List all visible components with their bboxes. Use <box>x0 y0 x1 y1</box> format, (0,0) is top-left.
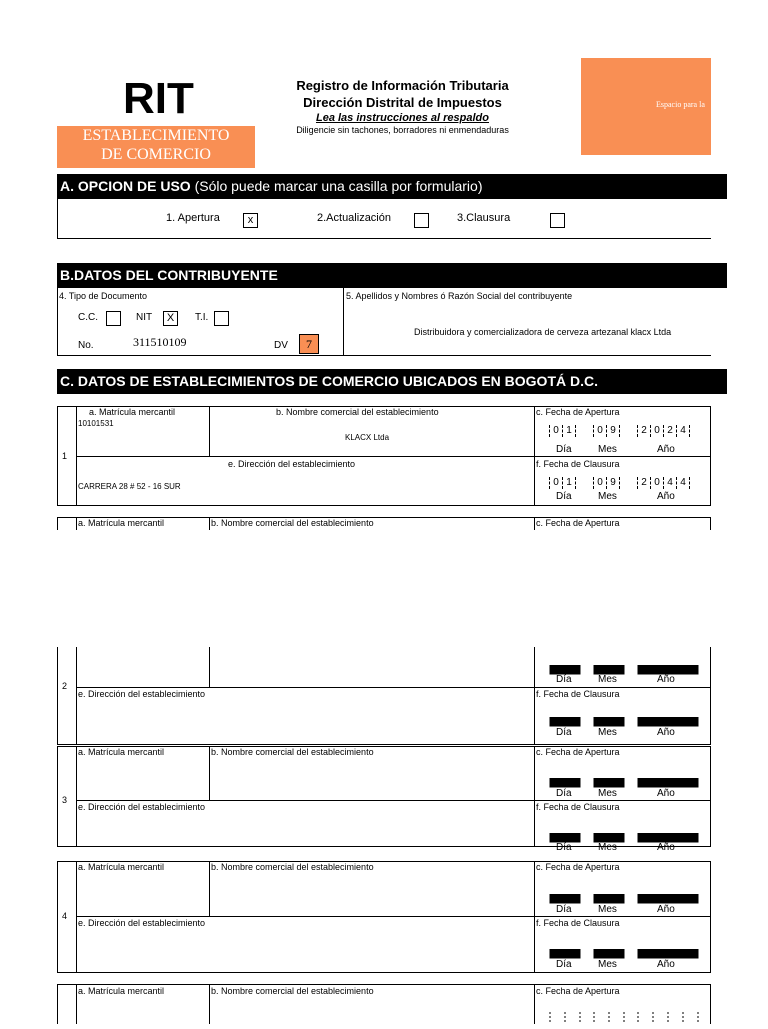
mes-label: Mes <box>598 904 617 915</box>
row-1-apertura-anio[interactable] <box>637 425 690 437</box>
row-2-matricula-label: a. Matrícula mercantil <box>78 518 165 528</box>
digit: 1 <box>562 477 576 489</box>
row-2-mid-line <box>76 687 711 688</box>
digit: 4 <box>663 477 676 489</box>
row-5-nombre-label: b. Nombre comercial del establecimiento <box>211 986 374 996</box>
row-5-v3 <box>534 984 535 1024</box>
row-4-number: 4 <box>62 911 68 921</box>
razon-social-value[interactable]: Distribuidora y comercializadora de cerveza artezanal klacx Ltda <box>414 327 672 337</box>
dv-value[interactable]: 7 <box>299 334 319 354</box>
digit: 4 <box>676 477 690 489</box>
dia-label: Día <box>556 444 572 455</box>
dia-label: Día <box>556 491 572 502</box>
row-2-frag-v3 <box>534 517 535 530</box>
row-2-frag-v1 <box>76 517 77 530</box>
row-2-bottom-line <box>57 744 711 745</box>
row-1-clausura-label: f. Fecha de Clausura <box>536 459 620 469</box>
row-2-v1 <box>76 647 77 745</box>
digit: 0 <box>650 425 663 437</box>
anio-label: Año <box>657 674 675 685</box>
anio-label: Año <box>657 904 675 915</box>
stamp-area <box>581 58 711 155</box>
mes-label: Mes <box>598 959 617 970</box>
establecimiento-line2: DE COMERCIO <box>101 146 211 163</box>
section-b-bottom-border <box>57 355 711 356</box>
row-4-v3 <box>534 861 535 973</box>
instructions-link: Lea las instrucciones al respaldo <box>315 112 489 124</box>
row-1-clausura-dia[interactable] <box>549 477 576 489</box>
row-4-apertura-label: c. Fecha de Apertura <box>536 862 620 872</box>
dia-label: Día <box>556 842 572 853</box>
row-4-clausura-label: f. Fecha de Clausura <box>536 918 620 928</box>
section-b-left-border <box>57 288 58 356</box>
row-3-v3 <box>534 746 535 847</box>
section-a-left-border <box>57 199 58 239</box>
ti-checkbox[interactable] <box>214 311 229 326</box>
mes-label: Mes <box>598 491 617 502</box>
row-4-mid-line <box>76 916 711 917</box>
digit: 0 <box>593 425 606 437</box>
section-b-title: B.DATOS DEL CONTRIBUYENTE <box>60 267 278 283</box>
row-2-apertura-label: c. Fecha de Apertura <box>536 518 620 528</box>
establecimiento-badge <box>57 126 255 168</box>
row-1-nombre-value[interactable]: KLACX Ltda <box>345 433 390 442</box>
row-2-number: 2 <box>62 681 68 691</box>
dia-label: Día <box>556 727 572 738</box>
anio-label: Año <box>657 491 675 502</box>
mes-label: Mes <box>598 842 617 853</box>
row-3-matricula-label: a. Matrícula mercantil <box>78 747 165 757</box>
row-2-frag-v0 <box>57 517 58 530</box>
row-4-matricula-label: a. Matrícula mercantil <box>78 862 165 872</box>
section-b-header <box>57 263 727 288</box>
row-1-number: 1 <box>62 451 68 461</box>
digit: 0 <box>549 425 562 437</box>
row-1-apertura-mes[interactable] <box>593 425 620 437</box>
row-2-v3 <box>534 647 535 745</box>
anio-label: Año <box>657 959 675 970</box>
row-1-col-divider <box>209 406 210 457</box>
section-a-bottom-border <box>57 238 711 239</box>
row-5-matricula-label: a. Matrícula mercantil <box>78 986 165 996</box>
document-number[interactable]: 311510109 <box>133 335 187 349</box>
establecimiento-line1: ESTABLECIMIENTO <box>82 127 230 144</box>
form-note: Diligencie sin tachones, borradores ni enmendaduras <box>296 125 509 135</box>
option-clausura-label: 3.Clausura <box>457 212 511 224</box>
mes-label: Mes <box>598 444 617 455</box>
dia-label: Día <box>556 959 572 970</box>
row-3-direccion-label: e. Dirección del establecimiento <box>78 802 206 812</box>
dv-label: DV <box>274 340 288 351</box>
row-2-v4 <box>710 647 711 745</box>
row-1-direccion-label: e. Dirección del establecimiento <box>228 459 356 469</box>
option-actualizacion-checkbox[interactable] <box>414 213 429 228</box>
row-3-number: 3 <box>62 795 68 805</box>
dia-label: Día <box>556 674 572 685</box>
dia-label: Día <box>556 788 572 799</box>
row-5-apertura-label: c. Fecha de Apertura <box>536 986 620 996</box>
row-1-direccion-value[interactable]: CARRERA 28 # 52 - 16 SUR <box>78 482 181 491</box>
row-3-mid-line <box>76 800 711 801</box>
form-title-block <box>260 78 545 135</box>
digit: 0 <box>549 477 562 489</box>
option-apertura-checkbox[interactable]: x <box>243 213 258 228</box>
anio-label: Año <box>657 727 675 738</box>
option-apertura-label: 1. Apertura <box>166 212 220 224</box>
mes-label: Mes <box>598 788 617 799</box>
row-4-direccion-label: e. Dirección del establecimiento <box>78 918 206 928</box>
row-5-v2 <box>209 984 210 1024</box>
digit: 1 <box>562 425 576 437</box>
row-1-clausura-anio[interactable] <box>637 477 690 489</box>
form-title: Registro de Información Tributaria <box>296 78 509 93</box>
row-2-clausura-label: f. Fecha de Clausura <box>536 689 620 699</box>
cc-checkbox[interactable] <box>106 311 121 326</box>
cc-label: C.C. <box>78 312 98 323</box>
digit: 9 <box>606 425 620 437</box>
row-1-nombre-label: b. Nombre comercial del establecimiento <box>276 407 439 417</box>
digit: 2 <box>663 425 676 437</box>
nit-label: NIT <box>136 312 153 323</box>
row-5-v1 <box>76 984 77 1024</box>
row-2-direccion-label: e. Dirección del establecimiento <box>78 689 206 699</box>
row-1-apertura-label: c. Fecha de Apertura <box>536 407 620 417</box>
section-c-title: C. DATOS DE ESTABLECIMIENTOS DE COMERCIO UBICADOS EN BOGOTÁ D.C. <box>60 373 598 389</box>
row-3-v1 <box>76 746 77 847</box>
row-4-v2 <box>209 861 210 917</box>
row-4-nombre-label: b. Nombre comercial del establecimiento <box>211 862 374 872</box>
row-3-clausura-label: f. Fecha de Clausura <box>536 802 620 812</box>
row-1-clausura-mes[interactable] <box>593 477 620 489</box>
row-4-v1 <box>76 861 77 973</box>
section-b-divider <box>343 288 344 356</box>
digit: 4 <box>676 425 690 437</box>
row-3-nombre-label: b. Nombre comercial del establecimiento <box>211 747 374 757</box>
digit: 2 <box>637 425 650 437</box>
digit: 2 <box>637 477 650 489</box>
tipo-documento-label: 4. Tipo de Documento <box>59 291 148 301</box>
option-actualizacion-label: 2.Actualización <box>317 212 391 224</box>
no-label: No. <box>78 340 94 351</box>
nit-checkbox[interactable]: X <box>163 311 178 326</box>
digit: 0 <box>650 477 663 489</box>
option-clausura-checkbox[interactable] <box>550 213 565 228</box>
razon-social-label: 5. Apellidos y Nombres ó Razón Social del contribuyente <box>346 291 573 301</box>
ti-label: T.I. <box>195 312 209 323</box>
section-c-header <box>57 369 727 394</box>
row-2-frag-v2 <box>209 517 210 530</box>
row-2-v0 <box>57 647 58 745</box>
rit-title: RIT <box>123 74 194 123</box>
digit: 0 <box>593 477 606 489</box>
row-3-v2 <box>209 746 210 801</box>
anio-label: Año <box>657 444 675 455</box>
anio-label: Año <box>657 842 675 853</box>
row-2-frag-v4 <box>710 517 711 530</box>
row-2-nombre-label: b. Nombre comercial del establecimiento <box>211 518 374 528</box>
section-a-title: A. OPCION DE USO <box>60 178 191 194</box>
row-3-apertura-label: c. Fecha de Apertura <box>536 747 620 757</box>
stamp-text: Espacio para la <box>656 100 705 109</box>
row-1-matricula-value[interactable]: 10101531 <box>78 419 114 428</box>
digit: 9 <box>606 477 620 489</box>
row-2-v2 <box>209 647 210 688</box>
section-a-header <box>57 174 727 199</box>
section-a-subtitle: (Sólo puede marcar una casilla por formulario) <box>194 178 483 194</box>
row-1-matricula-label: a. Matrícula mercantil <box>89 407 176 417</box>
form-subtitle: Dirección Distrital de Impuestos <box>303 95 502 110</box>
row-5-apertura-date[interactable] <box>549 1009 699 1029</box>
row-1-apertura-dia[interactable] <box>549 425 576 437</box>
mes-label: Mes <box>598 727 617 738</box>
dia-label: Día <box>556 904 572 915</box>
mes-label: Mes <box>598 674 617 685</box>
anio-label: Año <box>657 788 675 799</box>
row-1-mid-line <box>76 456 711 457</box>
